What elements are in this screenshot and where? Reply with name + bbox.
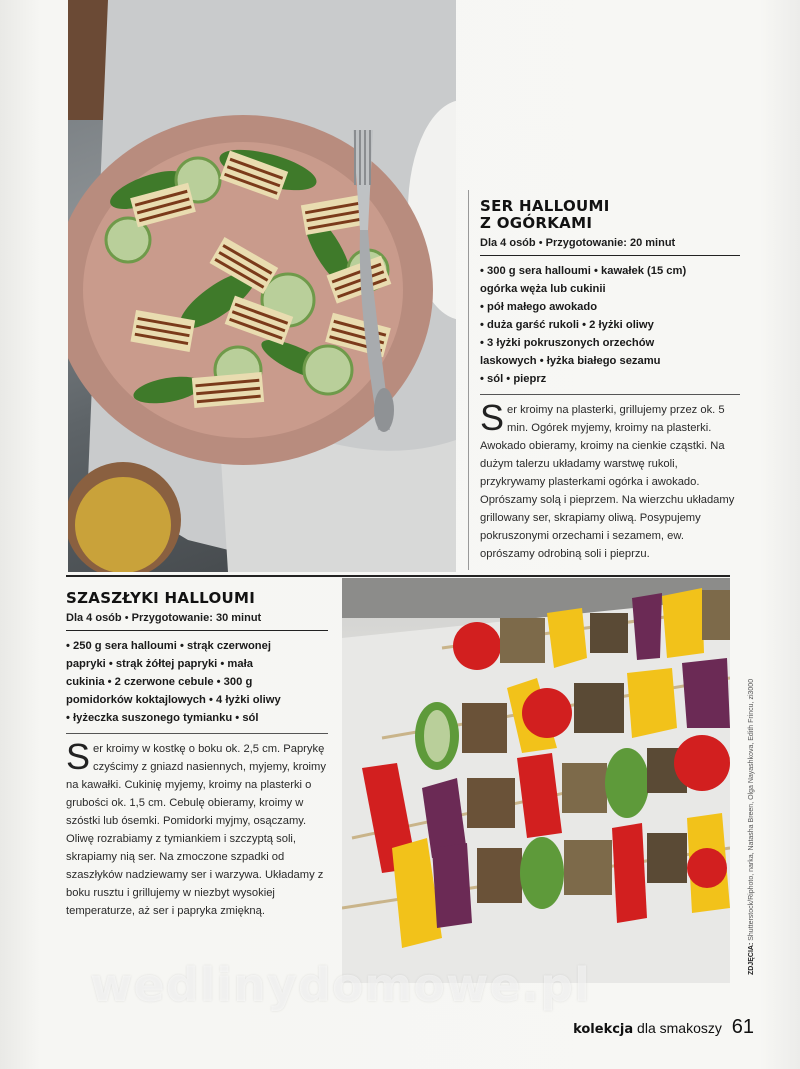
credit-label: ZDJĘCIA: bbox=[748, 942, 755, 975]
recipe-meta bbox=[480, 237, 740, 249]
section-rule bbox=[480, 255, 740, 256]
prep-time: 20 minut bbox=[629, 237, 676, 249]
ingredient-line: cukinia • 2 czerwone cebule • 300 g bbox=[66, 676, 253, 688]
halloumi-plate-illustration bbox=[68, 0, 456, 572]
dressing bbox=[75, 477, 171, 572]
method-text bbox=[480, 397, 740, 563]
page-footer bbox=[573, 1016, 754, 1039]
page-number: 61 bbox=[731, 1016, 754, 1038]
method-body: er kroimy na plasterki, grillujemy przez ok. 5 min. Ogórek myjemy, kroimy na plasterki. Awokado obieramy, kroimy na cienkie cząstki. Na dużym talerzu układamy warstwę rukoli, przykrywamy plasterkami ogórka i awokado. Oprószamy solą i pieprzem. Na wierzchu układamy grillowany ser, skrapiamy oliwą. Posypujemy pokruszonymi orzechami i sezamem, ew. oprószamy odrobiną soli i pieprzu. bbox=[480, 404, 735, 560]
recipe-title-line1: SER HALLOUMI bbox=[480, 197, 610, 215]
meta-separator: • bbox=[124, 612, 132, 624]
column-divider bbox=[468, 190, 469, 570]
section-divider bbox=[66, 575, 730, 577]
prep-label: Przygotowanie: bbox=[545, 237, 627, 249]
watermark-text: wedlinydomowe.pl bbox=[90, 958, 591, 1012]
section-rule bbox=[66, 630, 328, 631]
photo-credit bbox=[748, 655, 755, 975]
photo-halloumi-cucumber bbox=[68, 0, 456, 572]
section-rule bbox=[66, 733, 328, 734]
ingredient-line: • łyżeczka suszonego tymianku • sól bbox=[66, 712, 259, 724]
ingredient-line: • duża garść rukoli • 2 łyżki oliwy bbox=[480, 319, 654, 331]
drop-cap: S bbox=[66, 736, 91, 777]
recipe-meta bbox=[66, 612, 328, 624]
ingredient-line: papryki • strąk żółtej papryki • mała bbox=[66, 658, 253, 670]
footer-brand: kolekcja bbox=[573, 1022, 634, 1037]
servings: Dla 4 osób bbox=[66, 612, 122, 624]
meta-separator: • bbox=[538, 237, 546, 249]
ingredient-line: • 250 g sera halloumi • strąk czerwonej bbox=[66, 640, 271, 652]
ingredient-line: • pół małego awokado bbox=[480, 301, 598, 313]
method-text bbox=[66, 736, 328, 920]
recipe-title: SZASZŁYKI HALLOUMI bbox=[66, 589, 256, 607]
photo-halloumi-skewers bbox=[342, 578, 730, 983]
footer-tagline: dla smakoszy bbox=[637, 1020, 722, 1036]
recipe-title bbox=[480, 198, 740, 232]
ingredient-line: • 3 łyżki pokruszonych orzechów bbox=[480, 337, 655, 349]
ingredients-list bbox=[66, 637, 328, 727]
skewers-illustration bbox=[342, 578, 730, 983]
prep-time: 30 minut bbox=[215, 612, 262, 624]
prep-label: Przygotowanie: bbox=[131, 612, 213, 624]
method-body: er kroimy w kostkę o boku ok. 2,5 cm. Paprykę czyścimy z gniazd nasiennych, myjemy, kroimy na kawałki. Cukinię myjemy, kroimy na plasterki o grubości ok. 1,5 cm. Cebulę obieramy, kroimy w szóstki lub ósemki. Pomidorki myjmy, osączamy. Oliwę rozrabiamy z tymiankiem i szczyptą soli, skrapiamy nią ser. Na zmoczone szpadki od szaszłyków nadziewamy ser i warzywa. Układamy z boku rusztu i grillujemy w niezbyt wysokiej temperaturze, aż ser i papryka zmiękną. bbox=[66, 743, 326, 917]
recipe-halloumi-skewers bbox=[66, 590, 328, 920]
drop-cap: S bbox=[480, 397, 505, 438]
credit-text: Shutterstock/Riphoto, narka, Natasha Breen, Olga Nayashkova, Edith Frincu, zi3000 bbox=[748, 678, 755, 941]
ingredient-line: • 300 g sera halloumi • kawałek (15 cm) bbox=[480, 265, 687, 277]
servings: Dla 4 osób bbox=[480, 237, 536, 249]
recipe-title-line2: Z OGÓRKAMI bbox=[480, 214, 593, 232]
ingredient-line: ogórka węża lub cukinii bbox=[480, 283, 606, 295]
section-rule bbox=[480, 394, 740, 395]
recipe-halloumi-cucumber bbox=[480, 198, 740, 563]
ingredient-line: laskowych • łyżka białego sezamu bbox=[480, 355, 661, 367]
ingredient-line: pomidorków koktajlowych • 4 łyżki oliwy bbox=[66, 694, 281, 706]
ingredient-line: • sól • pieprz bbox=[480, 373, 547, 385]
ingredients-list bbox=[480, 262, 740, 388]
